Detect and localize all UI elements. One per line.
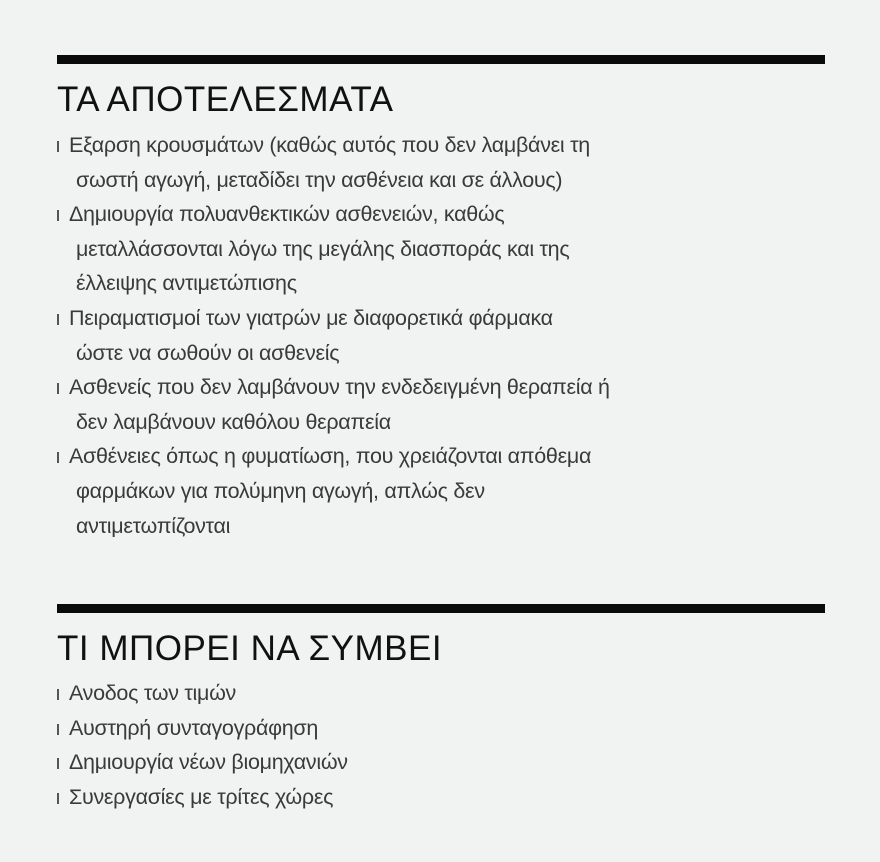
bullet-bar-icon	[57, 210, 59, 221]
bullet-bar-icon	[57, 793, 59, 804]
list-item-text: Αυστηρή συνταγογράφηση	[69, 715, 319, 740]
bullet-bar-icon	[57, 383, 59, 394]
list-item-text: Ασθενείς που δεν λαμβάνουν την ενδεδειγμένη θεραπεία ή	[69, 375, 610, 400]
section-divider-2	[57, 604, 825, 613]
bullet-bar-icon	[57, 141, 59, 152]
bullet-bar-icon	[57, 452, 59, 463]
list-item-text: Δημιουργία νέων βιομηχανιών	[69, 750, 348, 775]
list-item-text: Πειραματισμοί των γιατρών με διαφορετικά φάρμακα	[69, 305, 553, 330]
bullet-bar-icon	[57, 314, 59, 325]
list-item-text: ώστε να σωθούν οι ασθενείς	[76, 340, 340, 365]
section-divider-1	[57, 55, 825, 64]
list-item	[57, 370, 610, 439]
results-list	[57, 128, 610, 543]
list-item-text: μεταλλάσσονται λόγω της μεγάλης διασποράς και της	[76, 236, 570, 261]
bullet-bar-icon	[57, 724, 59, 735]
list-item-text: Ανοδος των τιμών	[69, 681, 237, 705]
list-item	[57, 711, 348, 746]
bullet-bar-icon	[57, 689, 59, 700]
list-item	[57, 128, 610, 197]
list-item	[57, 745, 348, 780]
list-item	[57, 439, 610, 543]
list-item-text: σωστή αγωγή, μεταδίδει την ασθένεια και σε άλλους)	[76, 167, 563, 192]
list-item-text: έλλειψης αντιμετώπισης	[76, 271, 297, 296]
list-item-text: φαρμάκων για πολύμηνη αγωγή, απλώς δεν	[76, 478, 485, 503]
bullet-bar-icon	[57, 758, 59, 769]
outcomes-list	[57, 676, 348, 814]
list-item-text: αντιμετωπίζονται	[76, 513, 231, 538]
list-item-text: Δημιουργία πολυανθεκτικών ασθενειών, καθώς	[69, 202, 505, 227]
list-item	[57, 676, 348, 711]
list-item	[57, 301, 610, 370]
list-item-text: Ασθένειες όπως η φυματίωση, που χρειάζονται απόθεμα	[69, 444, 592, 469]
list-item-text: Εξαρση κρουσμάτων (καθώς αυτός που δεν λαμβάνει τη	[69, 133, 590, 157]
section-title-results: ΤΑ ΑΠΟΤΕΛΕΣΜΑΤΑ	[57, 80, 394, 119]
section-title-what-may-happen: ΤΙ ΜΠΟΡΕΙ ΝΑ ΣΥΜΒΕΙ	[57, 629, 443, 668]
list-item-text: Συνεργασίες με τρίτες χώρες	[69, 784, 334, 809]
list-item	[57, 780, 348, 815]
list-item-text: δεν λαμβάνουν καθόλου θεραπεία	[76, 409, 391, 434]
list-item	[57, 197, 610, 301]
